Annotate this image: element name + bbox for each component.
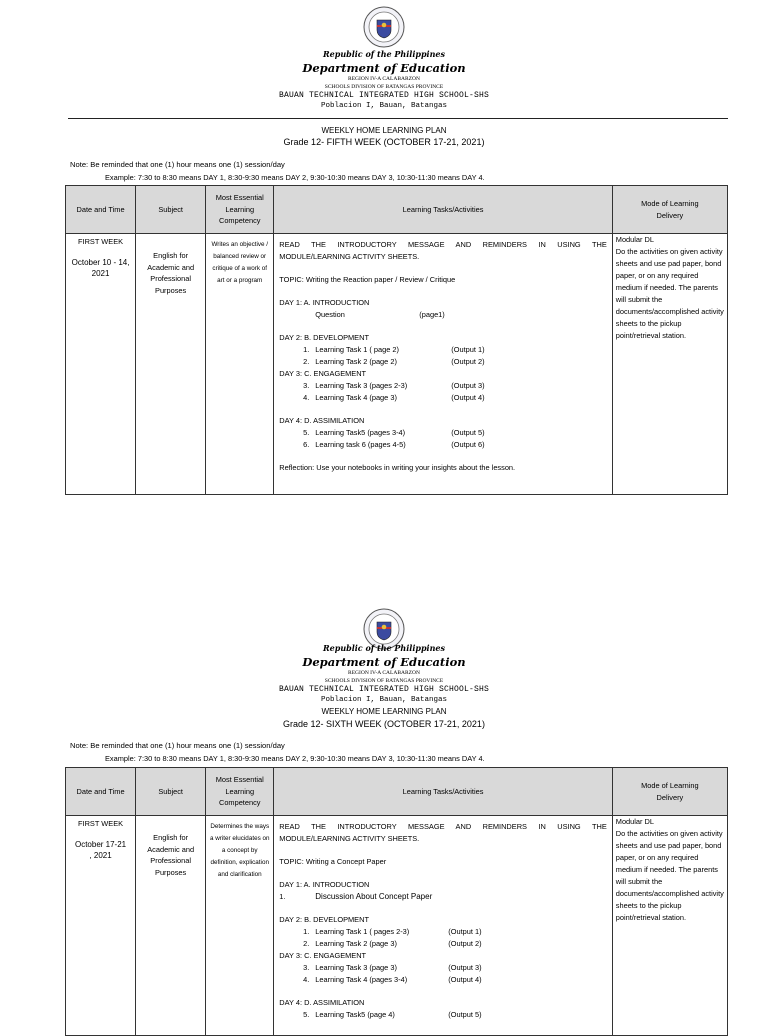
school-name: BAUAN TECHNICAL INTEGRATED HIGH SCHOOL-SHS	[278, 91, 490, 100]
day1-item: 1. Discussion About Concept Paper	[279, 892, 433, 901]
grade-week-title: Grade 12- FIFTH WEEK (OCTOBER 17-21, 2021)	[283, 137, 485, 147]
division-line: SCHOOLS DIVISION OF BATANGAS PROVINCE	[324, 84, 444, 90]
col-mode: Mode of Learning Delivery	[612, 768, 727, 816]
day1-heading: DAY 1: A. INTRODUCTION	[279, 880, 370, 889]
mode-title: Modular DL	[615, 235, 654, 244]
deped-seal-icon	[363, 6, 405, 48]
competency-cell: Writes an objective / balanced review or critique of a work of art or a program	[206, 234, 274, 495]
mode-title: Modular DL	[615, 817, 654, 826]
date-cell	[66, 234, 136, 495]
mode-instructions: Do the activities on given activity sheets and use pad paper, bond paper, or on any required medium if needed. The parents will submit the documents/accomplished activity sheets to the pickup point/retrieval station.	[615, 829, 724, 922]
reflection-line: Reflection: Use your notebooks in writing your insights about the lesson.	[279, 463, 516, 472]
task-row: 5. Learning Task5 (page 4) (Output 5)	[303, 1010, 482, 1019]
mode-instructions: Do the activities on given activity sheets and use pad paper, bond paper, or on any required medium if needed. The parents will submit the documents/accomplished activity sheets to the pickup point/retrieval station.	[615, 247, 724, 340]
day4-heading: DAY 4: D. ASSIMILATION	[279, 998, 365, 1007]
tasks-cell	[274, 816, 613, 1036]
division-line: SCHOOLS DIVISION OF BATANGAS PROVINCE	[324, 678, 444, 684]
plan-title: WEEKLY HOME LEARNING PLAN	[321, 126, 447, 135]
day1-heading: DAY 1: A. INTRODUCTION	[279, 298, 370, 307]
week-label: FIRST WEEK	[78, 237, 124, 246]
subject-cell: English for Academic and Professional Purposes	[136, 816, 206, 1036]
col-mode: Mode of Learning Delivery	[612, 186, 727, 234]
table-header-row	[66, 186, 728, 234]
week-label: FIRST WEEK	[78, 819, 124, 828]
day2-heading: DAY 2: B. DEVELOPMENT	[279, 915, 369, 924]
session-note: Note: Be reminded that one (1) hour means one (1) session/day	[70, 160, 285, 169]
col-tasks: Learning Tasks/Activities	[274, 186, 613, 234]
task-row: 4. Learning Task 4 (page 3) (Output 4)	[303, 393, 485, 402]
intro-line: READ THE INTRODUCTORY MESSAGE AND REMINDERS IN USING THE	[279, 822, 607, 831]
department-name: Department of Education	[302, 655, 466, 669]
school-address: Poblacion I, Bauan, Batangas	[320, 696, 448, 704]
session-example: Example: 7:30 to 8:30 means DAY 1, 8:30-9:30 means DAY 2, 9:30-10:30 means DAY 3, 10:30-11:30 means DAY 4.	[105, 173, 485, 182]
region-line: REGION IV-A CALABARZON	[348, 670, 420, 676]
col-date: Date and Time	[66, 186, 136, 234]
topic-line: TOPIC: Writing the Reaction paper / Review / Critique	[279, 275, 456, 284]
col-subject: Subject	[136, 186, 206, 234]
task-row: 3. Learning Task 3 (pages 2-3) (Output 3)	[303, 381, 485, 390]
date-range: October 17-21 , 2021	[74, 840, 127, 860]
table-row	[66, 816, 728, 1036]
intro-line-2: MODULE/LEARNING ACTIVITY SHEETS.	[279, 252, 420, 261]
session-example: Example: 7:30 to 8:30 means DAY 1, 8:30-9:30 means DAY 2, 9:30-10:30 means DAY 3, 10:30-11:30 means DAY 4.	[105, 754, 485, 763]
intro-line-2: MODULE/LEARNING ACTIVITY SHEETS.	[279, 834, 420, 843]
republic-line: Republic of the Philippines	[322, 49, 445, 59]
subject-cell: English for Academic and Professional Purposes	[136, 234, 206, 495]
date-range: October 10 - 14, 2021	[71, 258, 130, 278]
region-line: REGION IV-A CALABARZON	[348, 76, 420, 82]
task-row: 3. Learning Task 3 (page 3) (Output 3)	[303, 963, 482, 972]
task-row: 1. Learning Task 1 ( pages 2-3) (Output 1)	[303, 927, 482, 936]
school-address: Poblacion I, Bauan, Batangas	[320, 102, 448, 110]
col-subject: Subject	[136, 768, 206, 816]
task-row: 1. Learning Task 1 ( page 2) (Output 1)	[303, 345, 485, 354]
day4-heading: DAY 4: D. ASSIMILATION	[279, 416, 365, 425]
col-competency: Most Essential Learning Competency	[206, 768, 274, 816]
mode-cell	[612, 234, 727, 495]
mode-cell	[612, 816, 727, 1036]
day1-item: Question (page1)	[315, 310, 445, 319]
col-date: Date and Time	[66, 768, 136, 816]
learning-plan-table	[65, 185, 728, 495]
table-row	[66, 234, 728, 495]
topic-line: TOPIC: Writing a Concept Paper	[279, 857, 387, 866]
day2-heading: DAY 2: B. DEVELOPMENT	[279, 333, 369, 342]
date-cell	[66, 816, 136, 1036]
header-divider	[68, 118, 728, 119]
learning-plan-table	[65, 767, 728, 1036]
table-header-row	[66, 768, 728, 816]
col-competency: Most Essential Learning Competency	[206, 186, 274, 234]
plan-title: WEEKLY HOME LEARNING PLAN	[321, 707, 447, 716]
day3-heading: DAY 3: C. ENGAGEMENT	[279, 951, 367, 960]
task-row: 5. Learning Task5 (pages 3-4) (Output 5)	[303, 428, 485, 437]
task-row: 4. Learning Task 4 (pages 3-4) (Output 4)	[303, 975, 482, 984]
day3-heading: DAY 3: C. ENGAGEMENT	[279, 369, 367, 378]
intro-line: READ THE INTRODUCTORY MESSAGE AND REMINDERS IN USING THE	[279, 240, 607, 249]
tasks-cell	[274, 234, 613, 495]
department-name: Department of Education	[302, 61, 466, 75]
republic-line: Republic of the Philippines	[322, 643, 445, 653]
school-name: BAUAN TECHNICAL INTEGRATED HIGH SCHOOL-SHS	[278, 685, 490, 694]
session-note: Note: Be reminded that one (1) hour means one (1) session/day	[70, 741, 285, 750]
task-row: 2. Learning Task 2 (page 3) (Output 2)	[303, 939, 482, 948]
task-row: 6. Learning task 6 (pages 4-5) (Output 6)	[303, 440, 485, 449]
competency-cell: Determines the ways a writer elucidates on a concept by definition, explication and clarification	[206, 816, 274, 1036]
grade-week-title: Grade 12- SIXTH WEEK (OCTOBER 17-21, 2021)	[283, 719, 485, 729]
task-row: 2. Learning Task 2 (page 2) (Output 2)	[303, 357, 485, 366]
col-tasks: Learning Tasks/Activities	[274, 768, 613, 816]
